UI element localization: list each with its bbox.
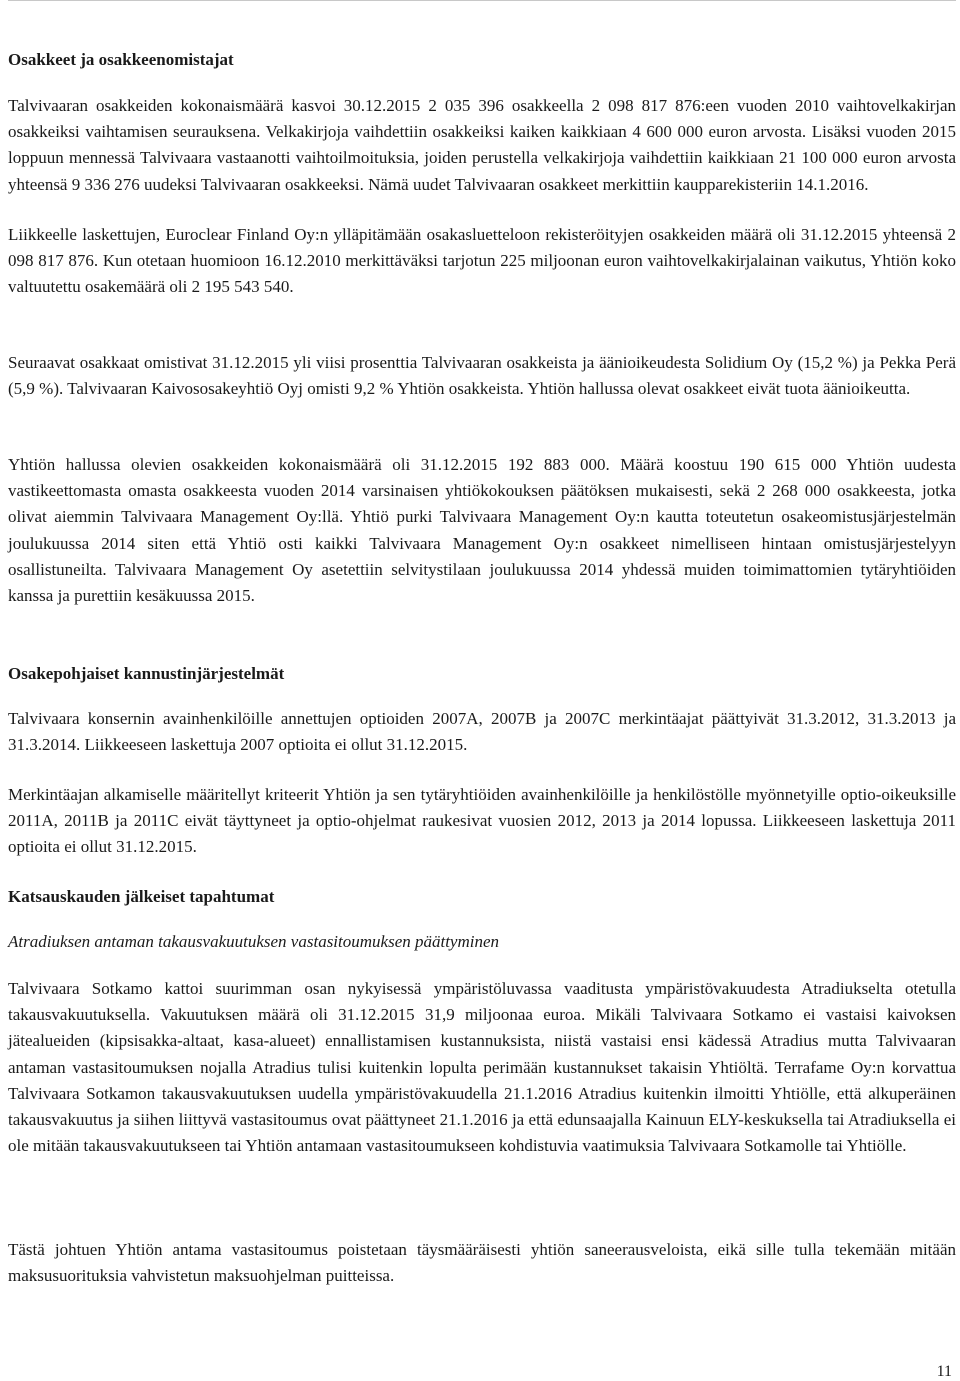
paragraph-options-2011: Merkintäajan alkamiselle määritellyt kriteerit Yhtiön ja sen tytäryhtiöiden avainhenkilöille ja henkilöstölle myönnetyille optio-oikeuksille 2011A, 2011B ja 2011C eivät täyttyneet ja optio-ohjelmat raukesivat vuosien 2012, 2013 ja 2014 lopussa. Liikkeeseen laskettuja 2011 optioita ei ollut 31.12.2015. — [8, 785, 956, 857]
paragraph-euroclear-register: Liikkeelle laskettujen, Euroclear Finland Oy:n ylläpitämään osakasluetteloon rekisteröityjen osakkeiden määrä oli 31.12.2015 yhteensä 2 098 817 876. Kun otetaan huomioon 16.12.2010 merkittäväksi tarjotun 225 miljoonan euron vaihtovelkakirjalainan vaikutus, Yhtiön koko valtuutettu osakemäärä oli 2 195 543 540. — [8, 225, 956, 297]
paragraph-share-count: Talvivaaran osakkeiden kokonaismäärä kasvoi 30.12.2015 2 035 396 osakkeella 2 098 817 876:een vuoden 2010 vaihtovelkakirjan osakkeiksi vaihtamisen seurauksena. Velkakirjoja vaihdettiin osakkeiksi kaiken kaikkiaan 4 600 000 euron arvosta. Lisäksi vuoden 2015 loppuun mennessä Talvivaara vastaanotti vaihtoilmoituksia, joiden perustella velkakirjoja vaihdettiin kaikkiaan 21 100 000 euron arvosta yhteensä 9 336 276 uudeksi Talvivaaran osakkeeksi. Nämä uudet Talvivaaran osakkeet merkittiin kaupparekisteriin 14.1.2016. — [8, 96, 956, 194]
paragraph-atradius-guarantee: Talvivaara Sotkamo kattoi suurimman osan nykyisessä ympäristöluvassa vaaditusta ympäristövakuudesta Atradiukselta otetulla takausvakuutuksella. Vakuutuksen määrä oli 31.12.2015 31,9 miljoonaa euroa. Mikäli Talvivaara Sotkamo ei vastaisi kaivoksen jätealueiden (kipsisakka-altaat, kasa-alueet) ennallistamisen kustannuksista, niistä vastaisi ensi kädessä Atradius mutta Talvivaaran antaman vastasitoumuksen nojalla Atradius tulisi kuitenkin lopulta perimään kustannukset takaisin Yhtiöltä. Terrafame Oy:n korvattua Talvivaara Sotkamon takausvakuutuksen uudella ympäristövakuudella 21.1.2016 Atradius kuitenkin ilmoitti Yhtiölle, että alkuperäinen takausvakuutus ja siihen liittyvä vastasitoumus ovat päättyneet 21.1.2016 ja että edunsaajalla Kainuun ELY-keskuksella tai Atradiuksella ei ole mitään takausvakuutukseen tai Yhtiön antamaan vastasitoumukseen kohdistuvia vaatimuksia Talvivaara Sotkamolle tai Yhtiölle. — [8, 979, 956, 1156]
paragraph-treasury-shares: Yhtiön hallussa olevien osakkeiden kokonaismäärä oli 31.12.2015 192 883 000. Määrä koostuu 190 615 000 Yhtiön uudesta vastikeettomasta omasta osakkeesta vuoden 2014 varsinaisen yhtiökokouksen päätöksen mukaisesti, sekä 2 268 000 osakkeesta, jotka olivat aiemmin Talvivaara Management Oy:llä. Yhtiö purki Talvivaara Management Oy:n kautta toteutetun osakeomistusjärjestelmän joulukuussa 2014 siten että Yhtiö osti kaikki Talvivaara Management Oy:n osakkeet nimelliseen hintaan omistusjärjestelyyn osallistuneilta. Talvivaara Management Oy asetettiin selvitystilaan joulukuussa 2014 yhdessä muiden toimimattomien tytäryhtiöiden kanssa ja purettiin kesäkuussa 2015. — [8, 455, 956, 606]
section-heading-subsequent-events: Katsauskauden jälkeiset tapahtumat — [8, 887, 275, 906]
subsection-heading-atradius: Atradiuksen antaman takausvakuutuksen vastasitoumuksen päättyminen — [8, 932, 500, 951]
document-page — [8, 0, 956, 1381]
section-heading-shares: Osakkeet ja osakkeenomistajat — [8, 50, 234, 69]
page-number: 11 — [936, 1363, 952, 1380]
section-heading-incentives: Osakepohjaiset kannustinjärjestelmät — [8, 664, 285, 683]
paragraph-counter-indemnity-removed: Tästä johtuen Yhtiön antama vastasitoumus poistetaan täysmääräisesti yhtiön saneerausveloista, eikä sille tulla tekemään mitään maksusuorituksia vahvistetun maksuohjelman puitteissa. — [8, 1240, 956, 1286]
paragraph-options-2007: Talvivaara konsernin avainhenkilöille annettujen optioiden 2007A, 2007B ja 2007C merkintäajat päättyivät 31.3.2012, 31.3.2013 ja 31.3.2014. Liikkeeseen laskettuja 2007 optioita ei ollut 31.12.2015. — [8, 709, 956, 755]
top-rule — [8, 0, 956, 1]
paragraph-major-shareholders: Seuraavat osakkaat omistivat 31.12.2015 yli viisi prosenttia Talvivaaran osakkeista ja äänioikeudesta Solidium Oy (15,2 %) ja Pekka Perä (5,9 %). Talvivaaran Kaivososakeyhtiö Oyj omisti 9,2 % Yhtiön osakkeista. Yhtiön hallussa olevat osakkeet eivät tuota äänioikeutta. — [8, 353, 956, 399]
